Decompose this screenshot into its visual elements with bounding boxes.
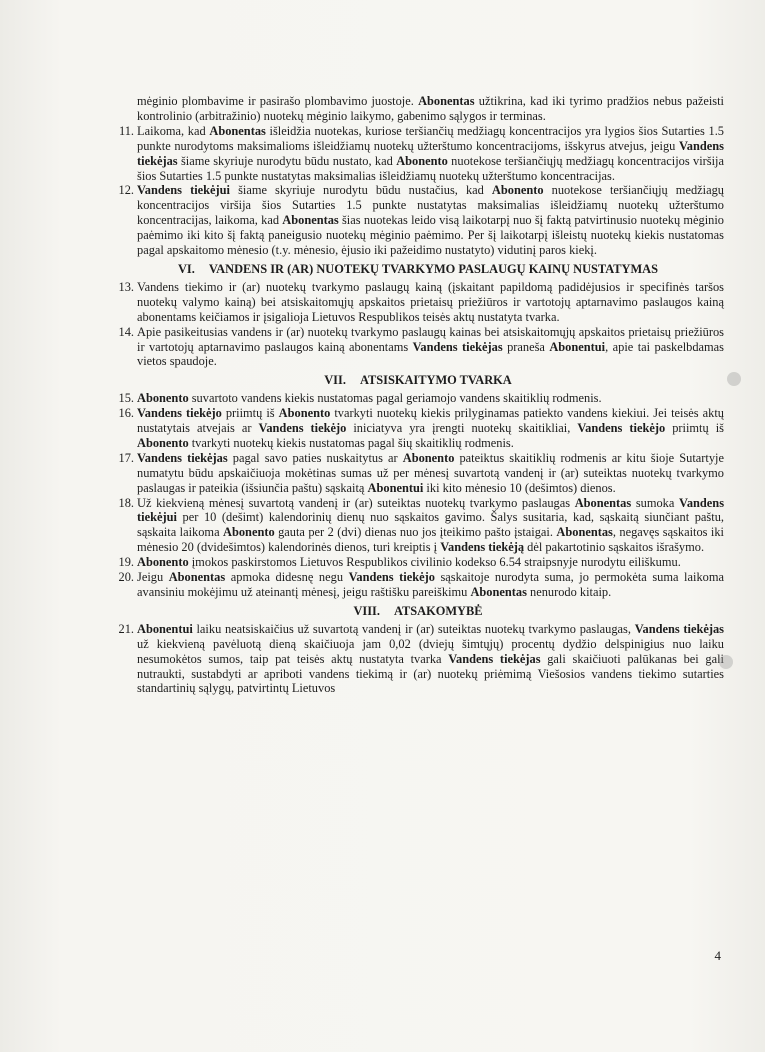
- clause-number: 19.: [118, 555, 134, 570]
- numbered-clause: [112, 622, 724, 697]
- text-run: nuotekose teršiančiųjų medžiagų koncentracijos viršija šios Sutarties 1.5 punkte nustatytas maksimalias išleidžiamų nuotekų užterštumo koncentracijas.: [137, 153, 725, 183]
- text-run: , apie tai paskelbdamas vietos spaudoje.: [137, 339, 725, 369]
- bold-term: Vandens tiekėjo: [258, 421, 347, 436]
- text-run: pateiktus skaitiklių rodmenis ar kitu šioje Sutartyje numatytu būdu apskaičiuoja mokėtinas sumas už per mėnesį suvartotą vandenį ir (ar) suteiktas nuotekų tvarkymo paslaugas ir pateikia (išsiunčia paštu) sąskaitą: [137, 450, 725, 495]
- text-run: iniciatyva yra įrengti nuotekų skaitikliai,: [346, 421, 578, 436]
- bold-term: Vandens tiekėjas: [137, 450, 228, 465]
- page-number: 4: [714, 948, 721, 963]
- section-number: VI.: [177, 261, 195, 276]
- bold-term: Vandens tiekėjas: [412, 339, 503, 354]
- text-run: Vandens tiekimo ir (ar) nuotekų tvarkymo paslaugų kainą (įskaitant papildomą padidėjusios ir specifinės taršos nuotekų valymo kainą) bei atsiskaitomųjų apskaitos prietaisų priežiūros ir vartotojų aptarnavimo paslaugos kainą abonentams keičiamos ir įsigalioja Lietuvos Respublikos teisės aktų nustatyta tvarka.: [137, 279, 724, 324]
- clause-number: 15.: [118, 391, 134, 406]
- text-run: nenurodo kitaip.: [526, 585, 612, 599]
- bold-term: Abonento: [223, 525, 275, 540]
- section-number: VII.: [324, 373, 346, 388]
- bold-term: Abonentas: [282, 213, 339, 228]
- bold-term: Abonento: [137, 435, 189, 450]
- bold-term: Vandens tiekėjui: [137, 495, 725, 525]
- numbered-clause: [112, 555, 724, 570]
- continued-paragraph: [137, 94, 724, 124]
- clause-number: 16.: [118, 406, 134, 421]
- text-run: tvarkyti nuotekų kiekis nustatomas pagal šių skaitiklių rodmenis.: [188, 435, 514, 450]
- bold-term: Abonentui: [549, 339, 606, 354]
- text-run: Už kiekvieną mėnesį suvartotą vandenį ir (ar) suteiktas nuotekų tvarkymo paslaugas: [137, 495, 575, 510]
- text-run: šiame skyriuje nurodytu būdu nustato, kad: [177, 153, 397, 168]
- numbered-clause: [112, 496, 724, 556]
- text-run: Jeigu: [137, 570, 169, 585]
- bold-term: Abonento: [137, 391, 189, 406]
- numbered-clause: [112, 325, 724, 370]
- section-heading: [112, 262, 724, 277]
- clause-number: 14.: [118, 324, 134, 339]
- bold-term: Vandens tiekėjas: [634, 621, 724, 636]
- bold-term: Abonento: [491, 183, 544, 198]
- clause-number: 12.: [118, 183, 134, 198]
- bold-term: Vandens tiekėjas: [448, 651, 541, 666]
- text-run: už kiekvieną pavėluotą dieną skaičiuoja jam 0,02 (dviejų šimtųjų) procentų dydžio delspinigius nuo laiku nesumokėtos sumos, taip pat teisės aktų nustatyta tvarka: [137, 636, 724, 666]
- bold-term: Vandens tiekėjo: [137, 406, 222, 421]
- text-run: apmoka didesnę negu: [225, 570, 349, 585]
- numbered-clause: [112, 280, 724, 325]
- text-run: pagal savo paties nuskaitytus ar: [227, 450, 403, 465]
- text-run: Laikoma, kad: [137, 123, 210, 138]
- text-run: nuotekose teršiančiųjų medžiagų koncentracijos viršija šios Sutarties 1.5 punkte nustatytas maksimalias išleidžiamų nuotekų užterštumo koncentracijas, laikoma, kad: [137, 183, 724, 228]
- bold-term: Abonento: [278, 406, 331, 421]
- text-run: praneša: [502, 339, 550, 354]
- bold-term: Vandens tiekėjo: [348, 570, 435, 585]
- text-run: sąskaitoje nurodyta suma, jo permokėta suma laikoma avansiniu mokėjimu už ateinantį mėnesį, jeigu raštišku pareiškimu: [137, 570, 724, 599]
- section-number: VIII.: [353, 603, 380, 618]
- document-body: [112, 94, 724, 696]
- text-run: dėl pakartotinio sąskaitos išrašymo.: [524, 540, 705, 555]
- bold-term: Abonentui: [137, 621, 193, 636]
- text-run: įmokos paskirstomos Lietuvos Respublikos civilinio kodekso 6.54 straipsnyje nurodytu eiliškumu.: [188, 555, 681, 570]
- bold-term: Abonento: [396, 153, 448, 168]
- numbered-clause: [112, 451, 724, 496]
- section-title: ATSISKAITYMO TVARKA: [359, 373, 512, 388]
- text-run: priimtų iš: [665, 421, 724, 436]
- clause-number: 20.: [118, 570, 134, 585]
- bold-term: Vandens tiekėjui: [137, 183, 230, 198]
- clause-number: 18.: [118, 495, 134, 510]
- text-run: tvarkyti nuotekų kiekis prilyginamas patiekto vandens kiekiui. Jei teisės aktų nustatytais atvejais ar: [137, 406, 724, 436]
- numbered-clause: [112, 124, 724, 184]
- bold-term: Abonentas: [418, 94, 475, 108]
- bold-term: Abonentas: [168, 570, 226, 585]
- section-heading: [112, 604, 724, 619]
- numbered-clause: [112, 391, 724, 406]
- bold-term: Vandens tiekėjas: [137, 138, 724, 168]
- bold-term: Vandens tiekėjo: [577, 421, 666, 436]
- numbered-clause: [112, 406, 724, 451]
- text-run: priimtų iš: [221, 406, 279, 421]
- text-run: šias nuotekas leido visą laikotarpį nuo šį faktą patvirtinusio nuotekų mėginio paėmimo iki kito šį faktą paneigusio nuotekų mėginio paėmimo. Per šį laikotarpį išleistų nuotekų kiekis nustatomas pagal apskaitomo mėnesio (t.y. mėnesio, ėjusio iki pažeidimo nustatyto) vidutinį paros kiekį.: [137, 213, 724, 258]
- clause-number: 21.: [118, 621, 134, 636]
- text-run: Apie pasikeitusias vandens ir (ar) nuotekų tvarkymo paslaugų kainas bei atsiskaitomųjų apskaitos prietaisų priežiūros ir vartotojų aptarnavimo paslaugos kainą abonentams: [137, 324, 724, 354]
- text-run: gauta per 2 (dvi) dienas nuo jos įteikimo pašto įstaigai.: [274, 525, 557, 540]
- bold-term: Abonentas: [556, 525, 613, 540]
- section-title: VANDENS IR (AR) NUOTEKŲ TVARKYMO PASLAUGŲ KAINŲ NUSTATYMAS: [208, 261, 659, 276]
- scan-speck: [727, 372, 741, 386]
- numbered-clause: [112, 570, 724, 600]
- text-run: išleidžia nuotekas, kuriose teršiančių medžiagų koncentracijos yra lygios šios Sutarties 1.5 punkte nurodytoms maksimalioms išleidžiamų nuotekų užterštumo koncentracijoms, išskyrus atvejus, jeigu: [137, 123, 724, 153]
- bold-term: Abonento: [402, 450, 455, 465]
- text-run: šiame skyriuje nurodytu būdu nustačius, kad: [230, 183, 492, 198]
- clause-number: 13.: [118, 279, 134, 294]
- text-run: iki kito mėnesio 10 (dešimtos) dienos.: [423, 480, 616, 495]
- numbered-clause: [112, 183, 724, 258]
- text-run: užtikrina, kad iki tyrimo pradžios nebus pažeisti kontrolinio (arbitražinio) nuotekų mėginio laikymo, gabenimo sąlygos ir terminas.: [137, 94, 724, 123]
- scan-speck: [719, 655, 733, 669]
- bold-term: Vandens tiekėją: [440, 540, 525, 555]
- clause-number: 17.: [118, 450, 134, 465]
- bold-term: Abonentas: [470, 585, 527, 599]
- text-run: mėginio plombavime ir pasirašo plombavimo juostoje.: [137, 94, 419, 108]
- section-heading: [112, 373, 724, 388]
- text-run: gali skaičiuoti palūkanas bei gali nutraukti, sustabdyti ar apriboti vandens tiekimą ir (ar) nuotekų priėmimą Viešosios vandens tiekimo sutarties standartinių sąlygų, patvirtintų Lietuvos: [137, 651, 725, 696]
- section-title: ATSAKOMYBĖ: [393, 603, 483, 618]
- text-run: laiku neatsiskaičius už suvartotą vandenį ir (ar) suteiktas nuotekų tvarkymo paslaugas,: [192, 621, 635, 636]
- bold-term: Abonentas: [209, 123, 266, 138]
- text-run: suvartoto vandens kiekis nustatomas pagal geriamojo vandens skaitiklių rodmenis.: [188, 391, 602, 406]
- clause-number: 11.: [118, 123, 134, 138]
- text-run: sumoka: [631, 495, 680, 510]
- text-run: per 10 (dešimt) kalendorinių dienų nuo sąskaitos gavimo. Šalys susitaria, kad, sąskaitą siunčiant paštu, sąskaita laikoma: [137, 510, 724, 540]
- bold-term: Abonento: [137, 555, 189, 570]
- text-run: , negavęs sąskaitos iki mėnesio 20 (dvidešimtos) kalendorinės dienos, turi kreiptis į: [137, 525, 725, 555]
- bold-term: Abonentas: [574, 495, 632, 510]
- bold-term: Abonentui: [367, 480, 424, 495]
